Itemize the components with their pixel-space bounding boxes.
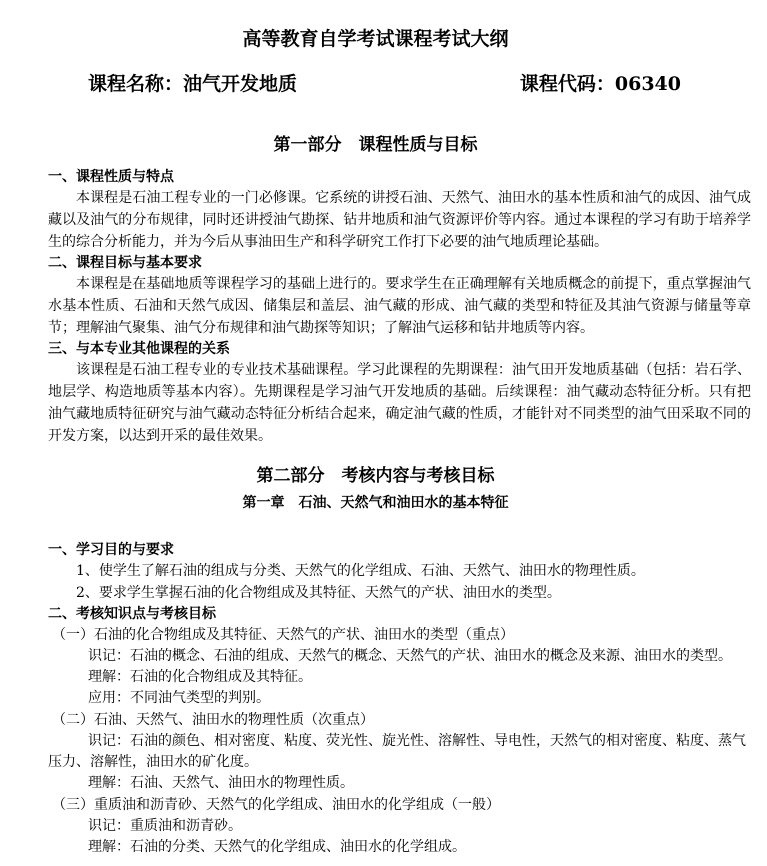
part2-heading: 第二部分 考核内容与考核目标 xyxy=(256,466,495,486)
part1-section1-text: 本课程是石油工程专业的一门必修课。它系统的讲授石油、天然气、油田水的基本性质和油气的成因、油气成藏以及油气的分布规律，同时还讲授油气勘探、钻井地质和油气资源评价等内容。通过本课程的学习有助于培养学生的综合分析能力，并为今后从事油田生产和科学研究工作打下必要的油气地质理论基础。 xyxy=(48,190,751,250)
knowledge-point-2-recall: 识记：石油的颜色、相对密度、粘度、荧光性、旋光性、溶解性、导电性，天然气的相对密度、粘度、蒸气压力、溶解性，油田水的矿化度。 xyxy=(48,733,746,770)
document-title: 高等教育自学考试课程考试大纲 xyxy=(242,28,509,50)
knowledge-point-1-understand: 理解：石油的化合物组成及其特征。 xyxy=(88,669,312,685)
knowledge-point-2-understand: 理解：石油、天然气、油田水的物理性质。 xyxy=(88,775,354,791)
part2-section1-title: 一、学习目的与要求 xyxy=(48,542,174,558)
part1-section3-title: 三、与本专业其他课程的关系 xyxy=(48,341,230,357)
course-code: 课程代码：06340 xyxy=(519,73,681,95)
part1-section2-text: 本课程是在基础地质等课程学习的基础上进行的。要求学生在正确理解有关地质概念的前提下，重点掌握油气水基本性质、石油和天然气成因、储集层和盖层、油气藏的形成、油气藏的类型和特征及其油气资源与储量等章节；理解油气聚集、油气分布规律和油气勘探等知识；了解油气运移和钻井地质等内容。 xyxy=(48,276,751,336)
knowledge-point-1-title: （一）石油的化合物组成及其特征、天然气的产状、油田水的类型（重点） xyxy=(52,627,514,643)
knowledge-point-1-apply: 应用：不同油气类型的判别。 xyxy=(88,690,270,706)
part1-heading: 第一部分 课程性质与目标 xyxy=(273,135,478,155)
chapter1-heading: 第一章 石油、天然气和油田水的基本特征 xyxy=(242,495,509,511)
part1-section1-title: 一、课程性质与特点 xyxy=(48,169,174,185)
knowledge-point-3-title: （三）重质油和沥青砂、天然气的化学组成、油田水的化学组成（一般） xyxy=(52,797,500,813)
course-name: 课程名称：油气开发地质 xyxy=(88,73,298,95)
part1-section2-title: 二、课程目标与基本要求 xyxy=(48,255,202,271)
part1-section3-text: 该课程是石油工程专业的专业技术基础课程。学习此课程的先期课程：油气田开发地质基础（包括：岩石学、地层学、构造地质等基本内容）。先期课程是学习油气开发地质的基础。后续课程：油气藏动态特征分析。只有把油气藏地质特征研究与油气藏动态特征分析结合起来，确定油气藏的性质，才能针对不同类型的油气田采取不同的开发方案，以达到开采的最佳效果。 xyxy=(48,362,751,444)
course-info xyxy=(88,69,681,96)
part2-section2-title: 二、考核知识点与考核目标 xyxy=(48,606,216,622)
learning-goal-2: 2、要求学生掌握石油的化合物组成及其特征、天然气的产状、油田水的类型。 xyxy=(76,585,561,601)
knowledge-point-2-title: （二）石油、天然气、油田水的物理性质（次重点） xyxy=(52,712,374,728)
knowledge-point-1-recall: 识记：石油的概念、石油的组成、天然气的概念、天然气的产状、油田水的概念及来源、油田水的类型。 xyxy=(88,648,732,664)
learning-goal-1: 1、使学生了解石油的组成与分类、天然气的化学组成、石油、天然气、油田水的物理性质。 xyxy=(76,563,645,579)
knowledge-point-3-understand: 理解：石油的分类、天然气的化学组成、油田水的化学组成。 xyxy=(88,839,466,855)
knowledge-point-3-recall: 识记：重质油和沥青砂。 xyxy=(88,818,242,834)
